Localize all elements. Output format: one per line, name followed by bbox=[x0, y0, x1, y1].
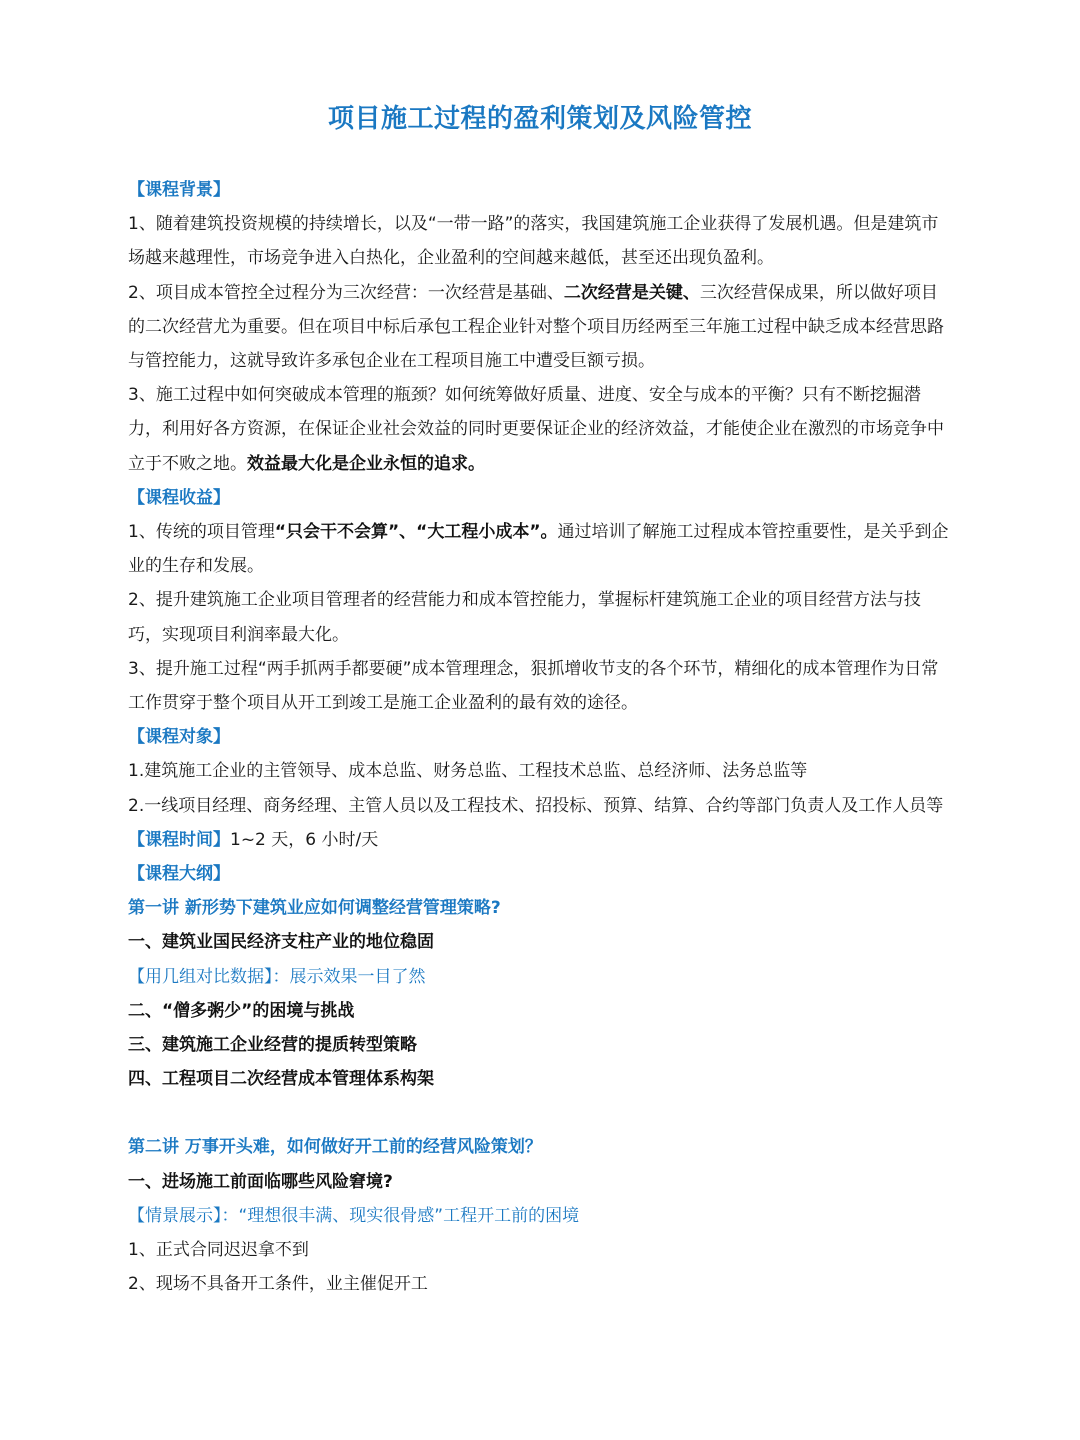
course-time-value: 1~2 天，6 小时/天 bbox=[230, 829, 379, 850]
lecture-2-note: 【情景展示】：“理想很丰满、现实很骨感”工程开工前的困境 bbox=[128, 1205, 580, 1226]
benefit-paragraph-1 bbox=[128, 515, 954, 583]
benefit-paragraph-2: 2、提升建筑施工企业项目管理者的经营能力和成本管控能力，掌握标杆建筑施工企业的项目经营方法与技巧，实现项目利润率最大化。 bbox=[128, 590, 921, 645]
lecture-1-point-1: 一、建筑业国民经济支柱产业的地位稳固 bbox=[128, 932, 434, 953]
section-spacer bbox=[128, 1096, 954, 1130]
background-3-emphasis: 效益最大化是企业永恒的追求。 bbox=[247, 453, 485, 474]
background-3-text: 3、施工过程中如何突破成本管理的瓶颈？如何统筹做好质量、进度、安全与成本的平衡？只有不断挖掘潜力，利用好各方资源，在保证企业社会效益的同时更要保证企业的经济效益，才能使企业在激烈的市场竞争中立于不败之地。 bbox=[128, 385, 944, 474]
background-paragraph-2 bbox=[128, 276, 954, 379]
lecture-2-point-1: 一、进场施工前面临哪些风险窘境? bbox=[128, 1171, 393, 1192]
lecture-1-point-4: 四、工程项目二次经营成本管理体系构架 bbox=[128, 1069, 434, 1090]
section-heading-time: 【课程时间】 bbox=[128, 829, 230, 850]
document-title: 项目施工过程的盈利策划及风险管控 bbox=[327, 104, 752, 134]
lecture-2-item-1: 1、正式合同迟迟拿不到 bbox=[128, 1240, 309, 1261]
lecture-1-title: 第一讲 新形势下建筑业应如何调整经营管理策略? bbox=[128, 898, 501, 919]
background-paragraph-1: 1、随着建筑投资规模的持续增长，以及“一带一路”的落实，我国建筑施工企业获得了发展机遇。但是建筑市场越来越理性，市场竞争进入白热化，企业盈利的空间越来越低，甚至还出现负盈利。 bbox=[128, 214, 939, 269]
course-time-line bbox=[128, 823, 954, 857]
benefit-1-text-c: 通过培训了解施工过程成本管控重要性，是关乎到企业的生存和发展。 bbox=[128, 522, 949, 577]
background-paragraph-3 bbox=[128, 378, 954, 481]
benefit-1-text-a: 1、传统的项目管理 bbox=[128, 522, 275, 543]
lecture-2-title: 第二讲 万事开头难，如何做好开工前的经营风险策划？ bbox=[128, 1137, 542, 1158]
benefit-1-emphasis: “只会干不会算”、“大工程小成本”。 bbox=[274, 522, 558, 543]
section-heading-audience: 【课程对象】 bbox=[128, 727, 230, 748]
lecture-1-note: 【用几组对比数据】：展示效果一目了然 bbox=[128, 966, 426, 987]
lecture-1-point-2: 二、“僧多粥少”的困境与挑战 bbox=[128, 1000, 355, 1021]
background-2-text-a: 2、项目成本管控全过程分为三次经营：一次经营是基础、 bbox=[128, 282, 564, 303]
section-heading-benefits: 【课程收益】 bbox=[128, 487, 230, 508]
benefit-paragraph-3: 3、提升施工过程“两手抓两手都要硬”成本管理理念，狠抓增收节支的各个环节，精细化的成本管理作为日常工作贯穿于整个项目从开工到竣工是施工企业盈利的最有效的途径。 bbox=[128, 658, 939, 714]
document-body bbox=[128, 173, 954, 1302]
audience-item-1: 1.建筑施工企业的主管领导、成本总监、财务总监、工程技术总监、总经济师、法务总监等 bbox=[128, 761, 808, 782]
background-2-emphasis: 二次经营是关键、 bbox=[563, 282, 700, 303]
background-2-text-c: 三次经营保成果，所以做好项目的二次经营尤为重要。但在项目中标后承包工程企业针对整个项目历经两至三年施工过程中缺乏成本经营思路与管控能力，这就导致许多承包企业在工程项目施工中遭受巨额亏损。 bbox=[128, 282, 944, 372]
section-heading-outline: 【课程大纲】 bbox=[128, 864, 230, 885]
lecture-2-item-2: 2、现场不具备开工条件，业主催促开工 bbox=[128, 1274, 428, 1295]
audience-item-2: 2.一线项目经理、商务经理、主管人员以及工程技术、招投标、预算、结算、合约等部门负责人及工作人员等 bbox=[128, 795, 944, 816]
lecture-1-point-3: 三、建筑施工企业经营的提质转型策略 bbox=[128, 1035, 417, 1056]
section-heading-background: 【课程背景】 bbox=[128, 180, 230, 200]
